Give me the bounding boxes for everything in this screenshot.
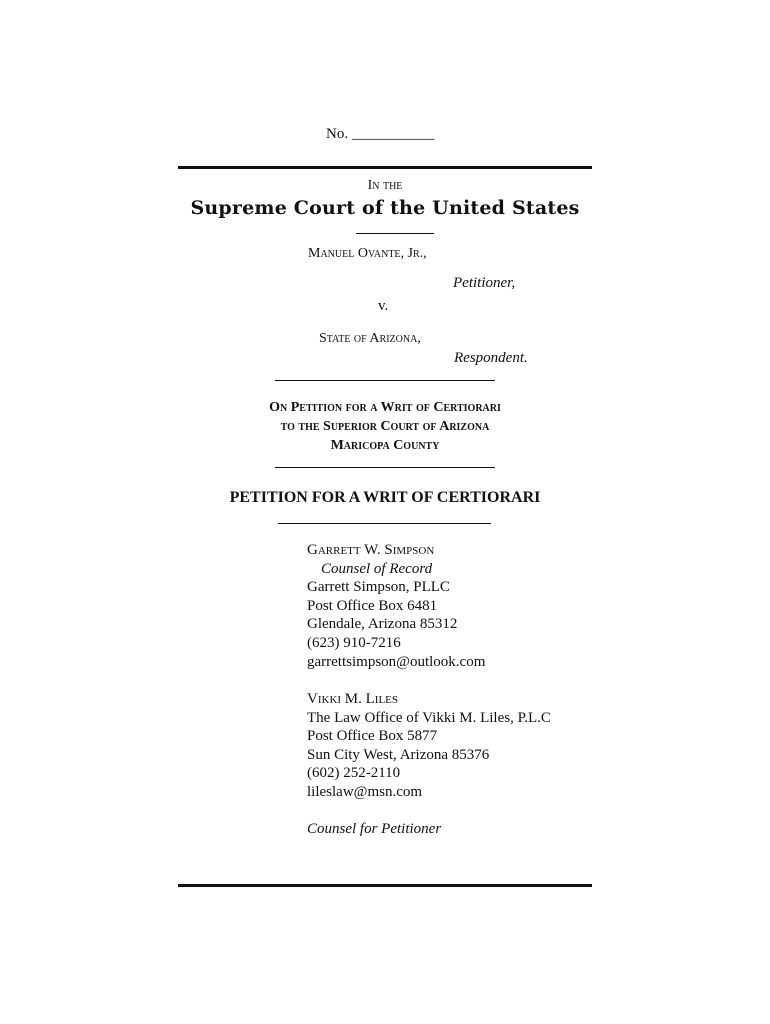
- counsel-2-firm: The Law Office of Vikki M. Liles, P.L.C: [307, 709, 551, 726]
- counsel-1-email: garrettsimpson@outlook.com: [307, 653, 486, 670]
- counsel-2-email: lileslaw@msn.com: [307, 783, 423, 800]
- court-prefix: In the: [367, 178, 403, 193]
- counsel-1-phone: (623) 910-7216: [307, 634, 401, 651]
- parties-divider: [275, 380, 495, 381]
- counsel-1-address-1: Post Office Box 6481: [307, 597, 438, 614]
- respondent-role: Respondent.: [454, 350, 528, 366]
- top-thick-rule: [178, 166, 592, 169]
- counsel-1-address-2: Glendale, Arizona 85312: [307, 616, 458, 633]
- counsel-2-phone: (602) 252-2110: [307, 765, 401, 782]
- petitioner-role: Petitioner,: [453, 275, 516, 291]
- counsel-1-name: Garrett W. Simpson: [307, 542, 435, 558]
- respondent-name: State of Arizona,: [319, 331, 421, 346]
- counsel-for-petitioner: Counsel for Petitioner: [307, 821, 442, 837]
- bottom-thick-rule: [178, 884, 592, 887]
- title-divider: [278, 523, 491, 524]
- versus: v.: [378, 298, 389, 314]
- court-name: Supreme Court of the United States: [190, 197, 580, 219]
- counsel-2-name: Vikki M. Liles: [307, 691, 399, 707]
- caption-divider: [275, 467, 495, 468]
- petitioner-name: Manuel Ovante, Jr.,: [308, 246, 427, 261]
- caption-line-2: to the Superior Court of Arizona: [280, 419, 490, 434]
- counsel-2-address-1: Post Office Box 5877: [307, 728, 438, 745]
- counsel-block-2: [307, 690, 551, 802]
- court-underline: [356, 233, 434, 234]
- counsel-1-role: Counsel of Record: [321, 560, 433, 577]
- caption-line-3: Maricopa County: [330, 438, 440, 453]
- caption-line-1: On Petition for a Writ of Certiorari: [269, 400, 501, 415]
- counsel-1-firm: Garrett Simpson, PLLC: [307, 579, 450, 596]
- counsel-block-1: [307, 541, 485, 671]
- document-title: PETITION FOR A WRIT OF CERTIORARI: [229, 489, 541, 506]
- counsel-2-address-2: Sun City West, Arizona 85376: [307, 746, 490, 763]
- case-number: No. ___________: [326, 126, 435, 142]
